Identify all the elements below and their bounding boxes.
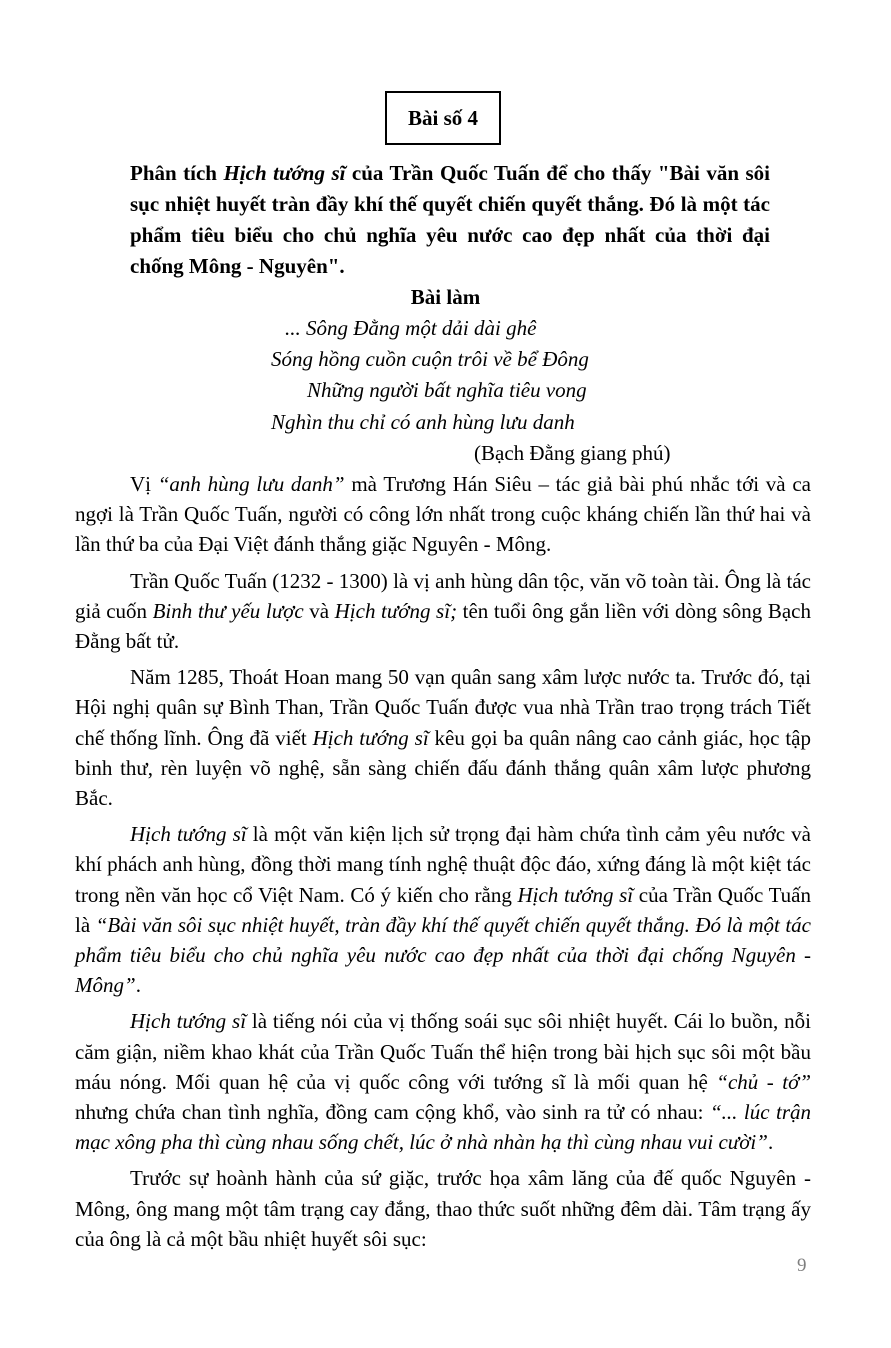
poem-line-4: Nghìn thu chỉ có anh hùng lưu danh xyxy=(271,410,575,434)
work-title: Hịch tướng sĩ xyxy=(130,822,247,847)
text: mà Trương Hán Siêu – tác giả bài phú nhắc tới và ca ngợi là Trần Quốc Tuấn, người có công lớn nhất trong cuộc kháng chiến lần thứ hai và lần thứ ba của Đại Việt đánh thắng giặc Nguyên - Mông. xyxy=(75,472,811,557)
text: kêu gọi ba quân nâng cao cảnh giác, học tập binh thư, rèn luyện võ nghệ, sẵn sàng chiến đấu đánh thắng quân xâm lược phương Bắc. xyxy=(75,725,812,811)
quote: “Bài văn sôi sục nhiệt huyết, tràn đầy khí thế quyết chiến quyết thắng. Đó là một tác phẩm tiêu biểu cho chủ nghĩa yêu nước cao đẹp nhất của thời đại chống Nguyên - Mông” xyxy=(75,912,812,998)
poem-line-1: ... Sông Đằng một dải dài ghê xyxy=(285,316,537,340)
quote: “anh hùng lưu danh” xyxy=(157,472,345,496)
paragraph-2 xyxy=(75,566,811,657)
work-title: Hịch tướng sĩ xyxy=(312,725,429,750)
exercise-title-box xyxy=(385,91,501,145)
poem-source: (Bạch Đằng giang phú) xyxy=(474,441,671,465)
exercise-prompt xyxy=(130,158,770,282)
work-title: Hịch tướng sĩ xyxy=(517,882,634,907)
work-title: Binh thư yếu lược xyxy=(152,598,304,623)
paragraph-3 xyxy=(75,662,811,813)
prompt-work-title: Hịch tướng sĩ xyxy=(223,161,346,185)
quote: “... lúc trận mạc xông pha thì cùng nhau sống chết, lúc ở nhà nhàn hạ thì cùng nhau vui cười” xyxy=(75,1100,811,1155)
prompt-text: Phân tích xyxy=(130,161,224,185)
text: . xyxy=(767,1130,774,1155)
text: Vị xyxy=(130,472,158,496)
answer-heading: Bài làm xyxy=(410,285,481,309)
text: Trần Quốc Tuấn (1232 - 1300) là vị anh hùng dân tộc, văn võ toàn tài. Ông là tác giả cuốn xyxy=(75,568,811,623)
page-number: 9 xyxy=(797,1255,807,1276)
prompt-text: của Trần Quốc Tuấn để cho thấy "Bài văn sôi sục nhiệt huyết tràn đầy khí thế quyết chiến quyết thắng. Đó là một tác phẩm tiêu biểu cho chủ nghĩa yêu nước cao đẹp nhất của thời đại chống Mông - Nguyên". xyxy=(130,161,770,278)
text: là một văn kiện lịch sử trọng đại hàm chứa tình cảm yêu nước và khí phách anh hùng, đồng thời mang tính nghệ thuật độc đáo, xứng đáng là một kiệt tác trong nền văn học cổ Việt Nam. Có ý kiến cho rằng xyxy=(75,822,811,907)
text: nhưng chứa chan tình nghĩa, đồng cam cộng khổ, vào sinh ra tử có nhau: xyxy=(75,1100,710,1125)
text: là tiếng nói của vị thống soái sục sôi nhiệt huyết. Cái lo buồn, nỗi căm giận, niềm khao khát của Trần Quốc Tuấn thể hiện trong bài hịch sục sôi một bầu máu nóng. Mối quan hệ của vị quốc công với tướng sĩ là mối quan hệ xyxy=(75,1009,812,1094)
exercise-title: Bài số 4 xyxy=(407,105,478,130)
poem-line-2: Sóng hồng cuồn cuộn trôi về bể Đông xyxy=(271,347,589,371)
quote: “chủ - tớ” xyxy=(716,1069,811,1094)
work-title: Hịch tướng sĩ; xyxy=(334,598,458,623)
text: và xyxy=(303,598,335,623)
text: . xyxy=(135,973,141,998)
essay-body xyxy=(75,469,811,1254)
paragraph-1 xyxy=(75,469,811,560)
work-title: Hịch tướng sĩ xyxy=(130,1009,247,1034)
text: tên tuổi ông gắn liền với dòng sông Bạch Đằng bất tử. xyxy=(75,598,811,654)
paragraph-6 xyxy=(75,1163,811,1254)
poem-line-3: Những người bất nghĩa tiêu vong xyxy=(307,378,587,402)
paragraph-4 xyxy=(75,819,811,1000)
text: Năm 1285, Thoát Hoan mang 50 vạn quân sang xâm lược nước ta. Trước đó, tại Hội nghị quân sự Bình Than, Trần Quốc Tuấn được vua nhà Trần trao trọng trách Tiết chế thống lĩnh. Ông đã viết xyxy=(75,665,811,750)
text: của Trần Quốc Tuấn là xyxy=(75,882,811,937)
prompt-paragraph xyxy=(130,158,770,282)
paragraph-5 xyxy=(75,1006,811,1157)
text: Trước sự hoành hành của sứ giặc, trước họa xâm lăng của đế quốc Nguyên - Mông, ông mang một tâm trạng cay đắng, thao thức suốt những đêm dài. Tâm trạng ấy của ông là cả một bầu nhiệt huyết sôi sục: xyxy=(75,1166,811,1251)
